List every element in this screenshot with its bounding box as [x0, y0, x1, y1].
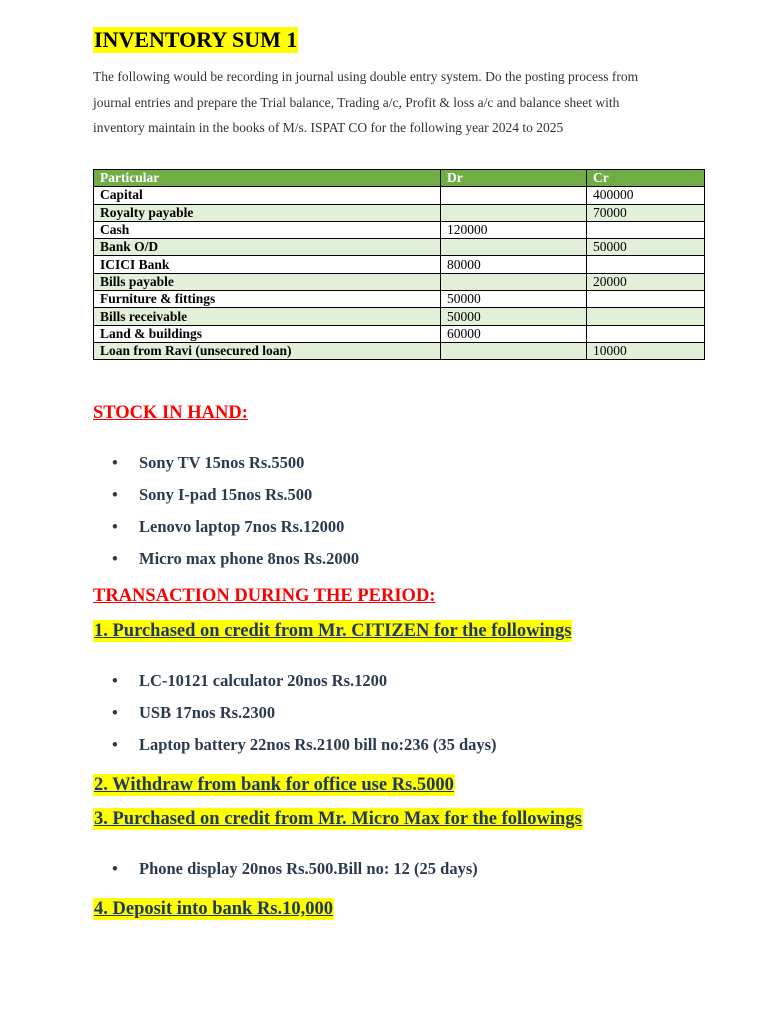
table-row: [94, 273, 705, 290]
stock-item-text: Lenovo laptop 7nos Rs.12000: [139, 517, 345, 536]
bullet-icon: •: [112, 859, 118, 878]
cell-particular: Loan from Ravi (unsecured loan): [94, 342, 441, 359]
table-row: [94, 325, 705, 342]
cell-cr: [587, 221, 705, 238]
transaction-item-text: Phone display 20nos Rs.500.Bill no: 12 (25 days): [139, 859, 478, 878]
cell-cr: [587, 256, 705, 273]
table-row: [94, 239, 705, 256]
cell-cr: 70000: [587, 204, 705, 221]
cell-particular: Bills receivable: [94, 308, 441, 325]
table-row: [94, 308, 705, 325]
table-row: [94, 221, 705, 238]
cell-particular: Land & buildings: [94, 325, 441, 342]
bullet-icon: •: [112, 703, 118, 722]
transaction-item-text: Laptop battery 22nos Rs.2100 bill no:236 (35 days): [139, 735, 497, 754]
stock-item-text: Sony TV 15nos Rs.5500: [139, 453, 305, 472]
cell-dr: [441, 239, 587, 256]
trial-balance-table: [93, 169, 705, 360]
column-header-dr: Dr: [441, 170, 587, 187]
bullet-icon: •: [112, 453, 118, 472]
cell-particular: ICICI Bank: [94, 256, 441, 273]
cell-cr: 400000: [587, 187, 705, 204]
transaction-item: [112, 859, 478, 879]
transaction-item: [112, 671, 387, 691]
stock-item: [112, 453, 304, 473]
stock-item-text: Sony I-pad 15nos Rs.500: [139, 485, 313, 504]
intro-paragraph: The following would be recording in journal using double entry system. Do the posting process from journal entries and prepare the Trial balance, Trading a/c, Profit & loss a/c and balance sheet with inventory maintain in the books of M/s. ISPAT CO for the following year 2024 to 2025: [93, 69, 639, 135]
transaction-item-text: LC-10121 calculator 20nos Rs.1200: [139, 671, 388, 690]
page-title: INVENTORY SUM 1: [94, 27, 298, 52]
stock-item: [112, 549, 359, 569]
table-row: [94, 204, 705, 221]
column-header-cr: Cr: [587, 170, 705, 187]
transaction-2-heading: 2. Withdraw from bank for office use Rs.5000: [94, 775, 454, 795]
cell-particular: Royalty payable: [94, 204, 441, 221]
cell-particular: Capital: [94, 187, 441, 204]
transaction-item-text: USB 17nos Rs.2300: [139, 703, 276, 722]
cell-particular: Bank O/D: [94, 239, 441, 256]
transaction-4-heading: 4. Deposit into bank Rs.10,000: [94, 899, 334, 919]
cell-cr: 10000: [587, 342, 705, 359]
cell-dr: 60000: [441, 325, 587, 342]
table-row: [94, 256, 705, 273]
table-row: [94, 342, 705, 359]
cell-dr: [441, 187, 587, 204]
transaction-1-heading: 1. Purchased on credit from Mr. CITIZEN for the followings: [94, 621, 572, 641]
cell-dr: 80000: [441, 256, 587, 273]
cell-dr: 50000: [441, 291, 587, 308]
cell-cr: 20000: [587, 273, 705, 290]
stock-item-text: Micro max phone 8nos Rs.2000: [139, 549, 360, 568]
cell-cr: [587, 291, 705, 308]
table-header-row: [94, 170, 705, 187]
cell-particular: Cash: [94, 221, 441, 238]
transaction-3-heading: 3. Purchased on credit from Mr. Micro Max for the followings: [94, 809, 582, 829]
cell-dr: [441, 204, 587, 221]
cell-cr: [587, 308, 705, 325]
cell-dr: 120000: [441, 221, 587, 238]
table-row: [94, 187, 705, 204]
bullet-icon: •: [112, 549, 118, 568]
bullet-icon: •: [112, 735, 118, 754]
bullet-icon: •: [112, 517, 118, 536]
cell-dr: [441, 273, 587, 290]
cell-dr: 50000: [441, 308, 587, 325]
stock-item: [112, 517, 344, 537]
column-header-particular: Particular: [94, 170, 441, 187]
stock-item: [112, 485, 312, 505]
bullet-icon: •: [112, 485, 118, 504]
transaction-item: [112, 735, 497, 755]
cell-particular: Furniture & fittings: [94, 291, 441, 308]
cell-dr: [441, 342, 587, 359]
cell-cr: [587, 325, 705, 342]
cell-particular: Bills payable: [94, 273, 441, 290]
stock-in-hand-heading: STOCK IN HAND:: [93, 403, 248, 423]
bullet-icon: •: [112, 671, 118, 690]
table-row: [94, 291, 705, 308]
transaction-item: [112, 703, 275, 723]
cell-cr: 50000: [587, 239, 705, 256]
transaction-heading: TRANSACTION DURING THE PERIOD:: [93, 586, 436, 606]
